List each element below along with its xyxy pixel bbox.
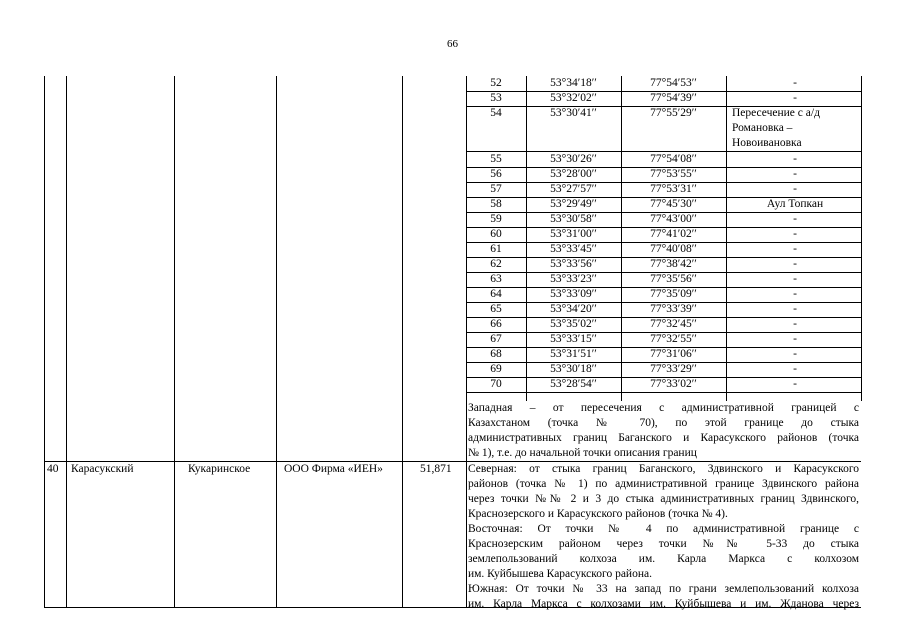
point-number: 68 [490,348,502,360]
longitude: 77°33′29′′ [650,363,697,375]
point-number: 63 [490,273,502,285]
coordinate-row [466,332,861,348]
latitude: 53°32′02′′ [550,92,597,104]
latitude: 53°31′51′′ [550,348,597,360]
eastern-line: Краснозерским районом через точки №№ 5-33 до стыка [468,538,859,550]
col-border-district [174,76,175,608]
col-border-num [66,76,67,608]
western-line: Казахстаном (точка № 70), по этой границе до стыка [468,417,859,429]
coordinate-row [466,91,861,107]
landmark-note: - [793,77,797,89]
settlement-name: Кукаринское [188,463,251,475]
coordinate-row [466,302,861,318]
latitude: 53°34′20′′ [550,303,597,315]
point-number: 61 [490,243,502,255]
latitude: 53°33′09′′ [550,288,597,300]
northern-line: через точки №№ 2 и 3 до стыка административных границ Здвинского, [468,493,859,505]
longitude: 77°33′39′′ [650,303,697,315]
point-number: 52 [490,77,502,89]
longitude: 77°41′02′′ [650,228,697,240]
point-number: 56 [490,168,502,180]
eastern-line: Восточная: От точки № 4 по административной границе с [468,523,859,535]
col-border-left [44,76,45,608]
point-number: 67 [490,333,502,345]
western-line: административных границ Баганского и Карасукского районов (точка [468,432,859,444]
southern-border-description [468,582,859,612]
col-border-right-top [861,76,862,401]
col-border-organization [402,76,403,608]
coordinates-table [466,76,861,401]
point-number: 70 [490,378,502,390]
point-number: 59 [490,213,502,225]
longitude: 77°43′00′′ [650,213,697,225]
coordinate-row [466,242,861,258]
point-number: 60 [490,228,502,240]
latitude: 53°30′26′′ [550,153,597,165]
coordinate-row [466,197,861,213]
longitude: 77°32′45′′ [650,318,697,330]
page-number: 66 [447,38,458,50]
coordinate-row [466,182,861,198]
latitude: 53°33′56′′ [550,258,597,270]
latitude: 53°34′18′′ [550,77,597,89]
landmark-note: - [793,213,797,225]
latitude: 53°31′00′′ [550,228,597,240]
landmark-note: - [793,363,797,375]
organization-name: ООО Фирма «ИЕН» [284,463,383,475]
latitude: 53°28′00′′ [550,168,597,180]
coordinate-row [466,257,861,273]
longitude: 77°55′29′′ [650,107,697,119]
landmark-note: - [793,303,797,315]
northern-line: Краснозерского и Карасукского районов (точка № 4). [468,508,728,520]
southern-line: им. Карла Маркса с колхозами им. Куйбышева и им. Жданова через [468,598,859,610]
district-name: Карасукский [71,463,134,475]
coordinate-row [466,272,861,288]
longitude: 77°35′56′′ [650,273,697,285]
point-number: 53 [490,92,502,104]
latitude: 53°33′45′′ [550,243,597,255]
landmark-note: - [793,378,797,390]
longitude: 77°38′42′′ [650,258,697,270]
western-line: № 1), т.е. до начальной точки описания границ [468,447,697,459]
northern-line: районов (точка № 1) по административной границе Здвинского района [468,478,859,490]
landmark-note: - [793,348,797,360]
landmark-note: - [793,258,797,270]
coordinate-row [466,377,861,393]
landmark-note: - [793,288,797,300]
coordinate-row [466,347,861,363]
landmark-note: - [793,153,797,165]
landmark-note: - [793,228,797,240]
longitude: 77°32′55′′ [650,333,697,345]
point-number: 64 [490,288,502,300]
longitude: 77°33′02′′ [650,378,697,390]
landmark-note: Пересечение с а/д Романовка – Новоивановка [732,107,820,149]
latitude: 53°28′54′′ [550,378,597,390]
longitude: 77°35′09′′ [650,288,697,300]
main-table [44,76,861,608]
point-number: 62 [490,258,502,270]
latitude: 53°30′58′′ [550,213,597,225]
latitude: 53°27′57′′ [550,183,597,195]
coordinate-row [466,362,861,378]
col-border-settlement [276,76,277,608]
point-number: 58 [490,198,502,210]
landmark-note: - [793,92,797,104]
longitude: 77°40′08′′ [650,243,697,255]
coordinate-row [466,167,861,183]
coordinate-row [466,76,861,92]
eastern-line: землепользований колхоза им. Карла Маркса с колхозом [468,553,859,565]
point-number: 57 [490,183,502,195]
latitude: 53°35′02′′ [550,318,597,330]
point-number: 54 [490,107,502,119]
coordinate-row [466,287,861,303]
landmark-note: - [793,333,797,345]
western-border-description [468,401,859,461]
western-line: Западная – от пересечения с административной границей с [468,402,859,414]
latitude: 53°33′23′′ [550,273,597,285]
point-number: 55 [490,153,502,165]
coordinate-row [466,227,861,243]
row-number: 40 [47,463,59,475]
point-number: 65 [490,303,502,315]
longitude: 77°31′06′′ [650,348,697,360]
latitude: 53°29′49′′ [550,198,597,210]
longitude: 77°54′53′′ [650,77,697,89]
coordinate-row [466,106,861,152]
landmark-note: - [793,183,797,195]
eastern-border-description [468,522,859,582]
landmark-note: - [793,273,797,285]
northern-line: Северная: от стыка границ Баганского, Здвинского и Карасукского [468,463,859,475]
landmark-note: - [793,168,797,180]
latitude: 53°33′15′′ [550,333,597,345]
longitude: 77°54′39′′ [650,92,697,104]
landmark-note: - [793,318,797,330]
longitude: 77°45′30′′ [650,198,697,210]
latitude: 53°30′41′′ [550,107,597,119]
northern-border-description [468,462,859,522]
longitude: 77°53′55′′ [650,168,697,180]
point-number: 69 [490,363,502,375]
area-value: 51,871 [420,463,452,475]
landmark-note: - [793,243,797,255]
coordinate-row [466,212,861,228]
coordinate-row [466,317,861,333]
longitude: 77°54′08′′ [650,153,697,165]
coordinate-row [466,152,861,168]
eastern-line: им. Куйбышева Карасукского района. [468,568,652,580]
latitude: 53°30′18′′ [550,363,597,375]
longitude: 77°53′31′′ [650,183,697,195]
landmark-note: Аул Топкан [766,198,824,210]
point-number: 66 [490,318,502,330]
southern-line: Южная: От точки № 33 на запад по грани землепользований колхоза [468,583,859,595]
